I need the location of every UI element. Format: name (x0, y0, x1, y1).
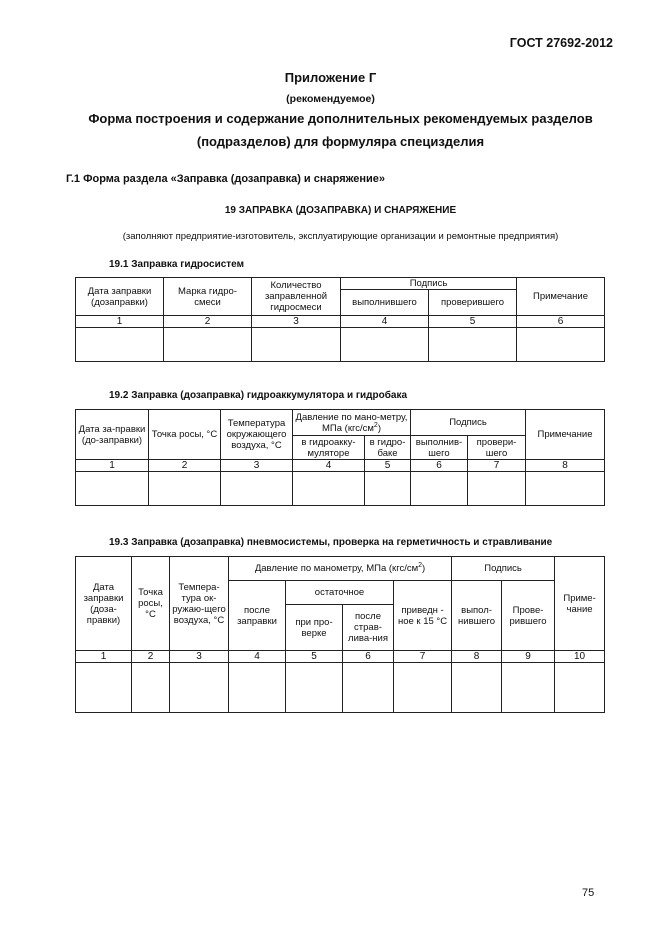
t2-h-exec: выполнив-шего (411, 436, 468, 460)
t1-col-num: 4 (341, 316, 429, 328)
t2-h-dew: Точка росы, °С (149, 410, 221, 460)
form-title: 19 ЗАПРАВКА (ДОЗАПРАВКА) И СНАРЯЖЕНИЕ (224, 205, 457, 216)
t1-col-num: 1 (76, 316, 164, 328)
page-number: 75 (582, 887, 595, 899)
t2-col-num: 8 (526, 460, 605, 472)
form-note: (заполняют предприятие-изготовитель, эксплуатирующие организации и ремонтные предприятия) (122, 231, 559, 242)
t3-h-residual: остаточное (286, 581, 394, 605)
t3-h-after: после заправки (229, 581, 286, 651)
t1-h-check: проверившего (429, 290, 517, 316)
t1-col-num: 6 (517, 316, 605, 328)
t2-col-num: 4 (293, 460, 365, 472)
t2-h-check: провери-шего (468, 436, 526, 460)
table2-caption: 19.2 Заправка (дозаправка) гидроаккумулятора и гидробака (109, 390, 408, 401)
t3-h-pressure-end: ) (422, 563, 426, 574)
t3-h-pressure-text: Давление по манометру, МПа (кгс/см (254, 563, 419, 574)
t1-h-exec: выполнившего (341, 290, 429, 316)
t2-col-num: 5 (365, 460, 411, 472)
t3-col-num: 10 (555, 651, 605, 663)
t2-col-num: 2 (149, 460, 221, 472)
t3-col-num: 6 (343, 651, 394, 663)
appendix-title: Приложение Г (284, 70, 377, 85)
t2-col-num: 7 (468, 460, 526, 472)
t3-h-check: Прове-рившего (502, 581, 555, 651)
table2 (75, 409, 605, 506)
t3-h-sign: Подпись (452, 557, 555, 581)
t2-h-tank: в гидро-баке (365, 436, 411, 460)
t1-col-num: 3 (252, 316, 341, 328)
t2-col-num: 1 (76, 460, 149, 472)
standard-code: ГОСТ 27692-2012 (509, 36, 613, 50)
t1-col-num: 2 (164, 316, 252, 328)
t1-h-date: Дата заправки (дозаправки) (76, 278, 164, 316)
t2-col-num: 3 (221, 460, 293, 472)
t3-h-dew: Точка росы, °С (132, 557, 170, 651)
t2-h-pressure-text: Давление по мано-метру, МПа (кгс/см (295, 411, 408, 434)
t3-col-num: 2 (132, 651, 170, 663)
t2-h-pressure-sup: 2 (373, 421, 378, 429)
t2-h-note: Примечание (526, 410, 605, 460)
t3-col-num: 5 (286, 651, 343, 663)
t3-col-num: 3 (170, 651, 229, 663)
t1-empty-row (76, 328, 605, 362)
table3 (75, 556, 605, 713)
appendix-heading-line2: (подразделов) для формуляра специзделия (196, 134, 485, 149)
t3-col-num: 7 (394, 651, 452, 663)
t3-h-pressure-sup: 2 (418, 561, 423, 569)
t3-col-num: 4 (229, 651, 286, 663)
t3-h-note: Приме-чание (555, 557, 605, 651)
t3-empty-row (76, 663, 605, 713)
section-title: Г.1 Форма раздела «Заправка (дозаправка) и снаряжение» (66, 173, 386, 185)
t3-h-exec: выпол-нившего (452, 581, 502, 651)
table1-caption: 19.1 Заправка гидросистем (109, 259, 245, 270)
t3-col-num: 9 (502, 651, 555, 663)
t1-h-qty: Количество заправленной гидросмеси (252, 278, 341, 316)
table3-caption: 19.3 Заправка (дозаправка) пневмосистемы, проверка на герметичность и стравливание (109, 537, 553, 548)
t3-h-date: Дата заправки (доза-правки) (76, 557, 132, 651)
t3-h-pressure (229, 557, 452, 581)
table1 (75, 277, 605, 362)
t2-col-num: 6 (411, 460, 468, 472)
t2-empty-row (76, 472, 605, 506)
t1-h-sign: Подпись (341, 278, 517, 290)
t3-col-num: 8 (452, 651, 502, 663)
t2-h-sign: Подпись (411, 410, 526, 436)
t2-h-pressure (293, 410, 411, 436)
t2-h-acc: в гидроакку-муляторе (293, 436, 365, 460)
t1-h-note: Примечание (517, 278, 605, 316)
t1-h-brand: Марка гидро-смеси (164, 278, 252, 316)
appendix-status: (рекомендуемое) (286, 93, 375, 105)
t3-col-num: 1 (76, 651, 132, 663)
t3-h-after-bleed: после страв-лива-ния (343, 605, 394, 651)
t2-h-date: Дата за-правки (до-заправки) (76, 410, 149, 460)
t3-h-reduced: приведн - ное к 15 °С (394, 581, 452, 651)
t2-h-temp: Температура окружающего воздуха, °С (221, 410, 293, 460)
t3-h-check-test: при про-верке (286, 605, 343, 651)
appendix-heading-line1: Форма построения и содержание дополнительных рекомендуемых разделов (88, 111, 593, 126)
t3-h-temp: Темпера-тура ок-ружаю-щего воздуха, °С (170, 557, 229, 651)
t1-col-num: 5 (429, 316, 517, 328)
t2-h-pressure-end: ) (377, 422, 381, 434)
